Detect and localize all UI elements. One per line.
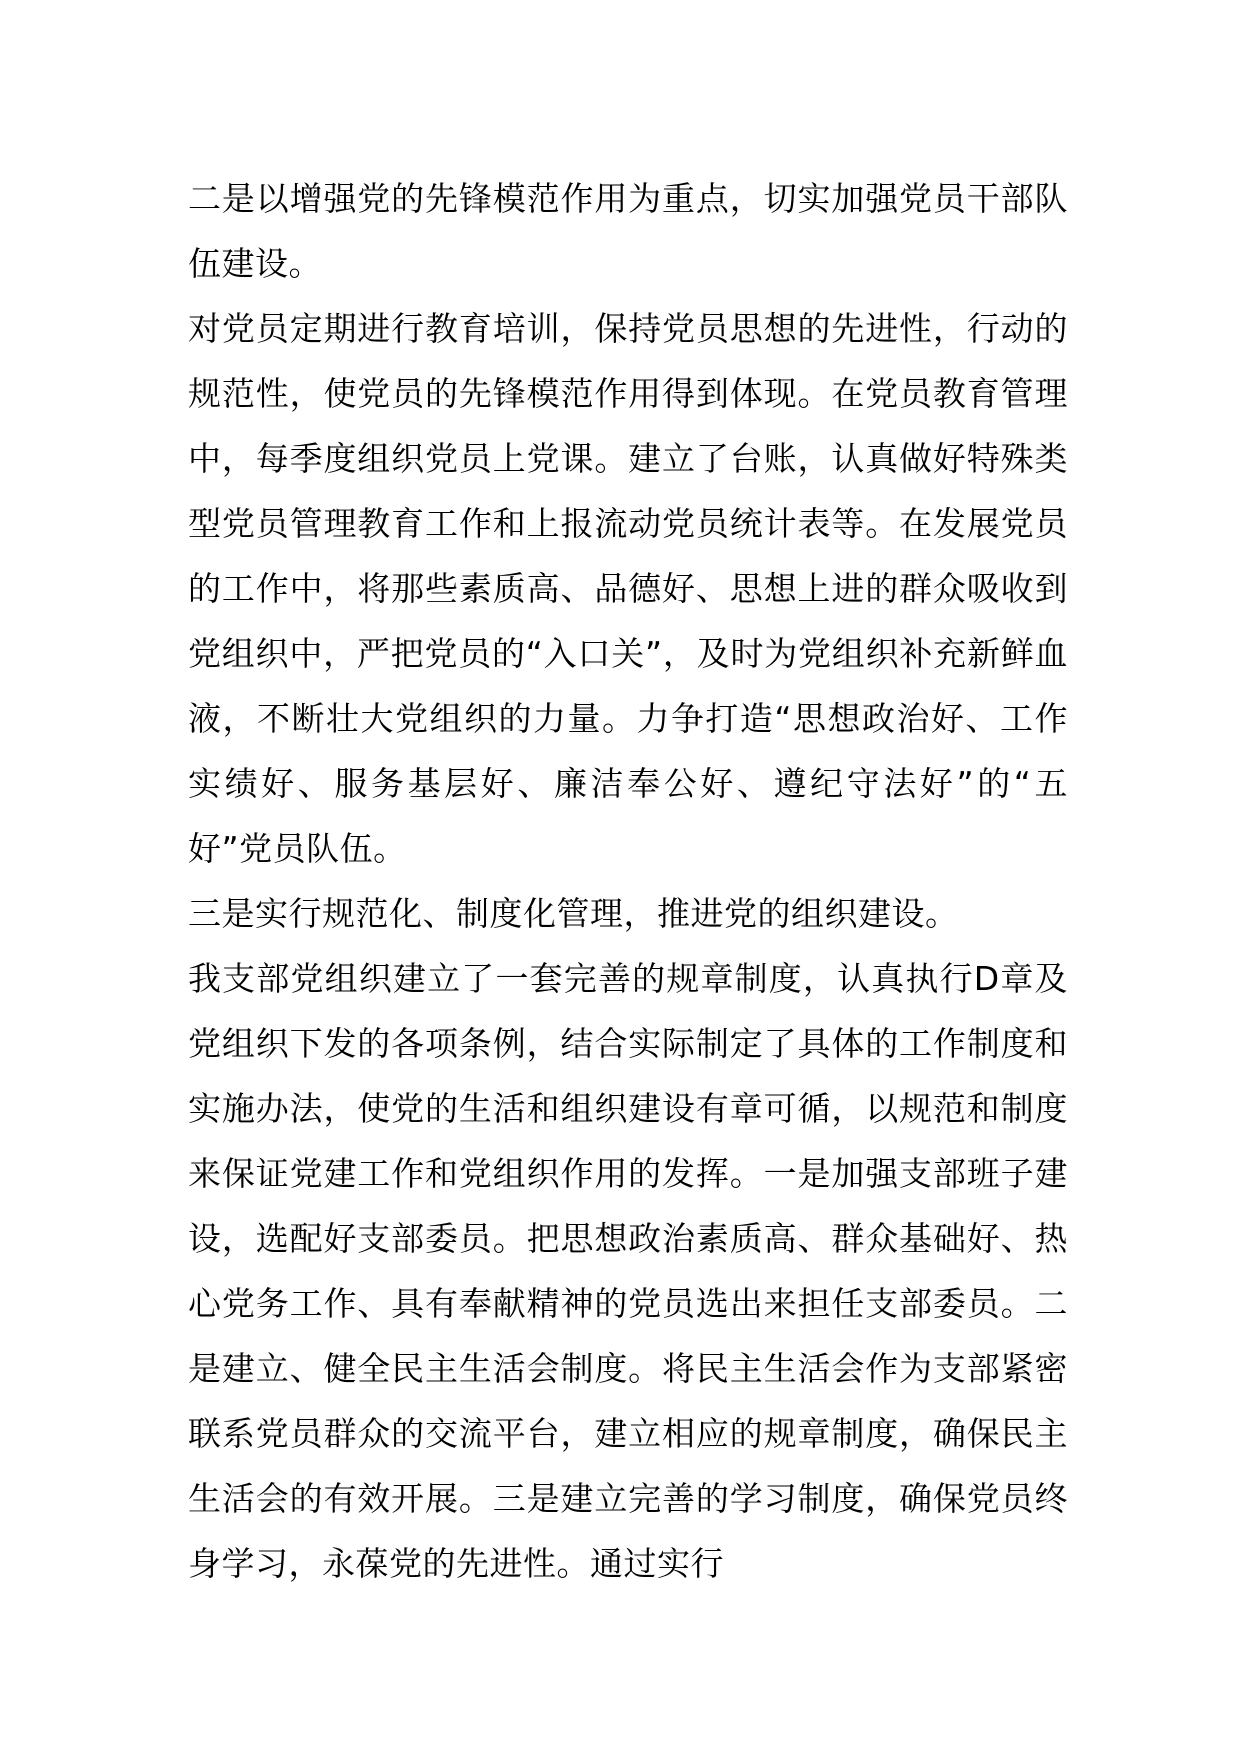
paragraph-3: 三是实行规范化、制度化管理，推进党的组织建设。 [188,894,959,933]
paragraph-2: 对党员定期进行教育培训，保持党员思想的先进性，行动的规范性，使党员的先锋模范作用得到体现。在党员教育管理中，每季度组织党员上党课。建立了台账，认真做好特殊类型党员管理教育工作和上报流动党员统计表等。在发展党员的工作中，将那些素质高、品德好、思想上进的群众吸收到党组织中，严把党员的“入口关”，及时为党组织补充新鲜血液，不断壮大党组织的力量。力争打造“思想政治好、工作实绩好、服务基层好、廉洁奉公好、遵纪守法好”的“五好”党员队伍。 [188,309,1068,868]
paragraph-1: 二是以增强党的先锋模范作用为重点，切实加强党员干部队伍建设。 [188,179,1068,283]
paragraph-4: 我支部党组织建立了一套完善的规章制度，认真执行D章及党组织下发的各项条例，结合实际制定了具体的工作制度和实施办法，使党的生活和组织建设有章可循，以规范和制度来保证党建工作和党组织作用的发挥。一是加强支部班子建设，选配好支部委员。把思想政治素质高、群众基础好、热心党务工作、具有奉献精神的党员选出来担任支部委员。二是建立、健全民主生活会制度。将民主生活会作为支部紧密联系党员群众的交流平台，建立相应的规章制度，确保民主生活会的有效开展。三是建立完善的学习制度，确保党员终身学习，永葆党的先进性。通过实行 [188,959,1068,1583]
document-body [188,166,1068,1596]
